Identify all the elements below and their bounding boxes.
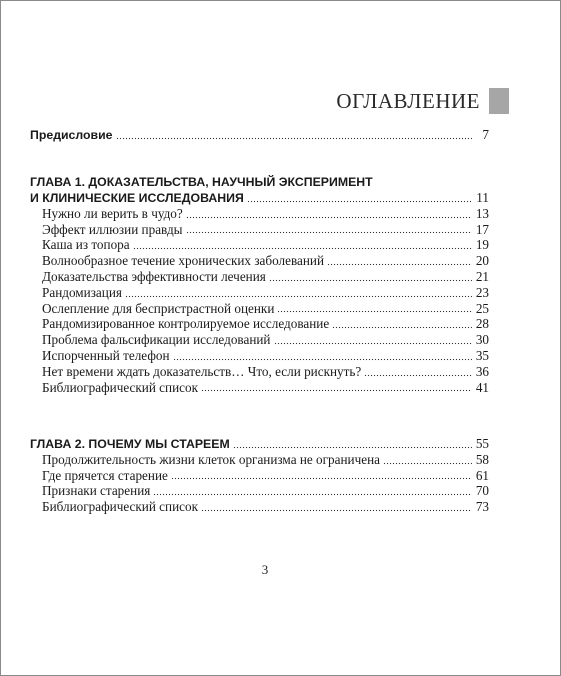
- toc-entry[interactable]: [30, 348, 489, 364]
- toc-entry-label: Библиографический список: [42, 499, 199, 515]
- toc-preface-section: [30, 127, 489, 143]
- toc-chapter-2: [30, 436, 489, 515]
- toc-entry[interactable]: [30, 316, 489, 332]
- toc-entry-page: 7: [482, 127, 489, 142]
- toc-entry-label: Испорченный телефон: [42, 347, 170, 363]
- toc-entry[interactable]: [30, 301, 489, 317]
- toc-entry-page: 30: [475, 332, 489, 348]
- toc-entry-page: 73: [475, 499, 489, 515]
- toc-entry-page: 61: [475, 467, 489, 483]
- dot-leader: [186, 225, 472, 234]
- toc-entry-label: Нет времени ждать доказательств… Что, если рискнуть?: [42, 363, 362, 379]
- toc-entry-label: Ослепление для беспристрастной оценки: [42, 300, 275, 316]
- toc-entry[interactable]: [30, 452, 489, 468]
- toc-entry-page: 25: [475, 300, 489, 316]
- toc-entry-page: 13: [475, 205, 489, 221]
- dot-leader: [186, 210, 472, 219]
- toc-entry-label: Где прячется старение: [42, 467, 168, 483]
- toc-entry-page: 20: [475, 253, 489, 269]
- toc-entry-page: 21: [475, 268, 489, 284]
- toc-entry[interactable]: [30, 253, 489, 269]
- dot-leader: [233, 440, 472, 449]
- page-number: 3: [261, 562, 269, 577]
- toc-entry[interactable]: [30, 380, 489, 396]
- toc-entry-label: Рандомизация: [42, 284, 122, 300]
- toc-entry-label: Признаки старения: [42, 483, 151, 499]
- toc-entry-label: Рандомизированное контролируемое исследование: [42, 316, 330, 332]
- dot-leader: [364, 368, 472, 377]
- toc-entry-label: Волнообразное течение хронических заболеваний: [42, 253, 325, 269]
- toc-entry-label: Предисловие: [30, 128, 113, 142]
- toc-entry[interactable]: [30, 483, 489, 499]
- toc-entry-page: 19: [475, 237, 489, 253]
- toc-entry[interactable]: [30, 468, 489, 484]
- toc-entry[interactable]: [30, 269, 489, 285]
- dot-leader: [116, 131, 472, 140]
- toc-chapter-1: [30, 174, 489, 395]
- dot-leader: [171, 471, 472, 480]
- toc-entry-chapter-1[interactable]: [30, 190, 489, 206]
- toc-entry-page: 35: [475, 347, 489, 363]
- dot-leader: [269, 273, 472, 282]
- toc-entry-chapter-2[interactable]: [30, 436, 489, 452]
- toc-heading: [336, 88, 509, 114]
- dot-leader: [173, 352, 472, 361]
- toc-entry-page: 11: [476, 190, 489, 205]
- toc-entry-page: 28: [475, 316, 489, 332]
- toc-entry-page: 23: [475, 284, 489, 300]
- toc-entry-label: Каша из топора: [42, 237, 130, 253]
- toc-entry-label: Проблема фальсификации исследований: [42, 332, 271, 348]
- toc-entry[interactable]: [30, 285, 489, 301]
- dot-leader: [277, 304, 472, 313]
- dot-leader: [125, 289, 472, 298]
- dot-leader: [153, 487, 472, 496]
- dot-leader: [133, 241, 472, 250]
- toc-entry-label: Продолжительность жизни клеток организма не ограничена: [42, 451, 381, 467]
- toc-title: ОГЛАВЛЕНИЕ: [336, 88, 480, 113]
- toc-entry[interactable]: [30, 222, 489, 238]
- chapter-1-title-line-2: И КЛИНИЧЕСКИЕ ИССЛЕДОВАНИЯ: [30, 191, 244, 205]
- toc-entry-page: 58: [475, 451, 489, 467]
- toc-entry[interactable]: [30, 499, 489, 515]
- toc-entry-page: 41: [475, 379, 489, 395]
- dot-leader: [201, 503, 472, 512]
- dot-leader: [327, 257, 472, 266]
- toc-entry[interactable]: [30, 332, 489, 348]
- toc-entry-label: Нужно ли верить в чудо?: [42, 205, 183, 221]
- toc-entry[interactable]: [30, 206, 489, 222]
- toc-entry-page: 36: [475, 363, 489, 379]
- chapter-2-title: ГЛАВА 2. ПОЧЕМУ МЫ СТАРЕЕМ: [30, 437, 230, 451]
- dot-leader: [383, 456, 472, 465]
- dot-leader: [274, 336, 473, 345]
- toc-entry-page: 17: [475, 221, 489, 237]
- dot-leader: [247, 194, 472, 203]
- toc-entry[interactable]: [30, 237, 489, 253]
- toc-entry-page: 55: [475, 436, 489, 451]
- toc-entry-label: Библиографический список: [42, 379, 199, 395]
- toc-entry-preface[interactable]: [30, 127, 489, 143]
- chapter-1-title-line-1[interactable]: ГЛАВА 1. ДОКАЗАТЕЛЬСТВА, НАУЧНЫЙ ЭКСПЕРИМЕНТ: [30, 175, 373, 189]
- toc-entry-label: Эффект иллюзии правды: [42, 221, 183, 237]
- heading-grey-block: [489, 88, 509, 114]
- toc-entry-page: 70: [475, 483, 489, 499]
- dot-leader: [332, 320, 472, 329]
- toc-entry[interactable]: [30, 364, 489, 380]
- toc-entry-label: Доказательства эффективности лечения: [42, 268, 266, 284]
- dot-leader: [201, 383, 472, 392]
